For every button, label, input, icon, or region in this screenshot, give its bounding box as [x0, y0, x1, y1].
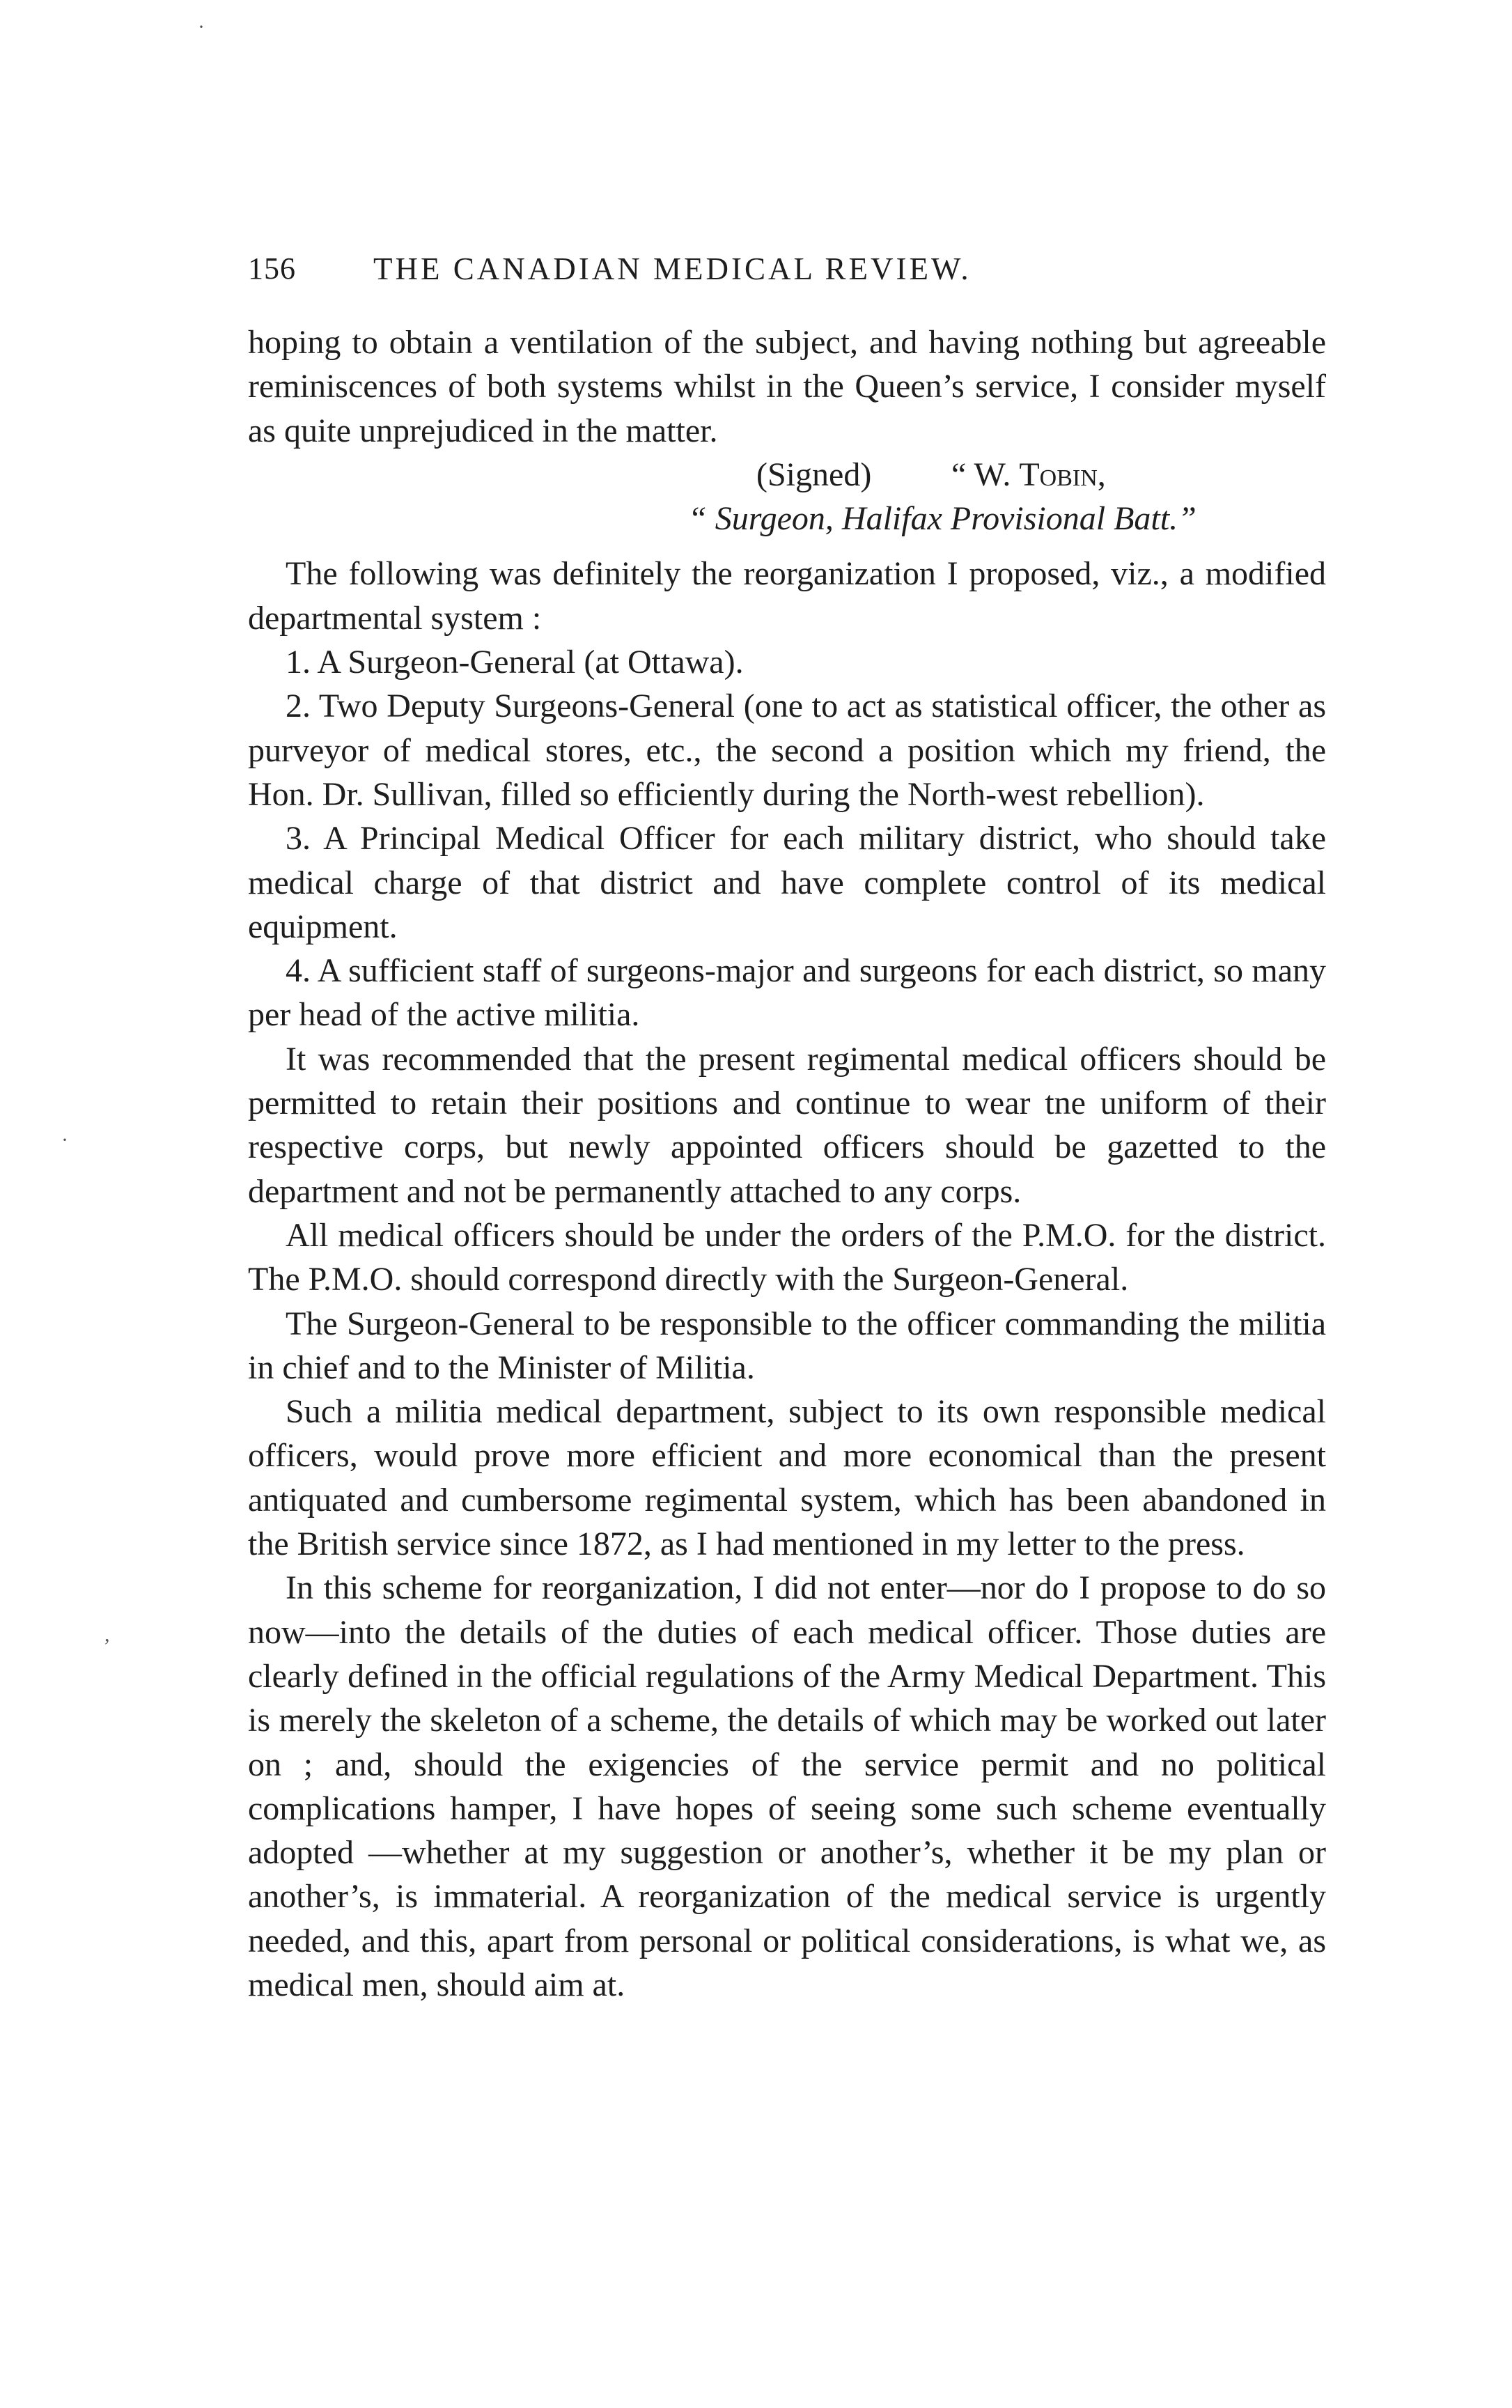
list-item: 3. A Principal Medical Officer for each military district, who should take medical charge of that district and have complete control of its medical equipment. [248, 820, 1326, 945]
list-item: 4. A sufficient staff of surgeons-major and surgeons for each district, so many per head of the active militia. [248, 952, 1326, 1034]
signature-surname: Tobin, [1019, 456, 1106, 493]
signature-line [248, 453, 1326, 497]
body-paragraph: The Surgeon-General to be responsible to the officer commanding the militia in chief and to the Minister of Militia. [248, 1305, 1326, 1386]
intro-paragraph: The following was definitely the reorganization I proposed, viz., a modified departmental system : [248, 555, 1326, 637]
scan-speck: , [104, 1623, 110, 1646]
body-paragraph: It was recommended that the present regimental medical officers should be permitted to retain their positions and continue to wear tne uniform of their respective corps, but newly appointed officers should be gazetted to the department and not be permanently attached to any corps. [248, 1040, 1326, 1210]
page-number: 156 [248, 251, 296, 286]
signature-role-line [248, 497, 1326, 541]
scan-speck: · [198, 15, 205, 38]
signed-label: (Signed) [756, 456, 872, 493]
body-paragraph: Such a militia medical department, subject to its own responsible medical officers, would prove more efficient and more economical than the present antiquated and cumbersome regimental system, which has been abandoned in the British service since 1872, as I had mentioned in my letter to the press. [248, 1393, 1326, 1563]
list-item: 2. Two Deputy Surgeons-General (one to act as statistical officer, the other as purveyor of medical stores, etc., the second a position which my friend, the Hon. Dr. Sullivan, filled so efficiently during the North-west rebellion). [248, 688, 1326, 813]
signature-role: “ Surgeon, Halifax Provisional Batt.” [688, 500, 1197, 538]
body-paragraph: In this scheme for reorganization, I did not enter—nor do I propose to do so now—into the details of the duties of each medical officer. Those duties are clearly defined in the official regulations of the Army Medical Department. This is merely the skeleton of a scheme, the details of which may be worked out later on ; and, should the exigencies of the service permit and no political complications hamper, I have hopes of seeing some such scheme eventually adopted —whether at my suggestion or another’s, whether it be my plan or another’s, is immaterial. A reorganization of the medical service is urgently needed, and this, apart from personal or political considerations, is what we, as medical men, should aim at. [248, 1569, 1326, 2003]
signature-quote: “ W. [951, 456, 1020, 493]
running-title: THE CANADIAN MEDICAL REVIEW. [373, 251, 972, 286]
page-header [248, 251, 1326, 293]
list-item: 1. A Surgeon-General (at Ottawa). [286, 644, 744, 681]
body-paragraph: All medical officers should be under the orders of the P.M.O. for the district. The P.M.O. should correspond directly with the Surgeon-General. [248, 1216, 1326, 1298]
opening-paragraph: hoping to obtain a ventilation of the subject, and having nothing but agreeable reminiscences of both systems whilst in the Queen’s service, I consider myself as quite unprejudiced in the matter. [248, 324, 1326, 449]
signature-name [951, 453, 1106, 497]
article-text [248, 320, 1326, 2007]
scan-speck: · [61, 1128, 68, 1151]
